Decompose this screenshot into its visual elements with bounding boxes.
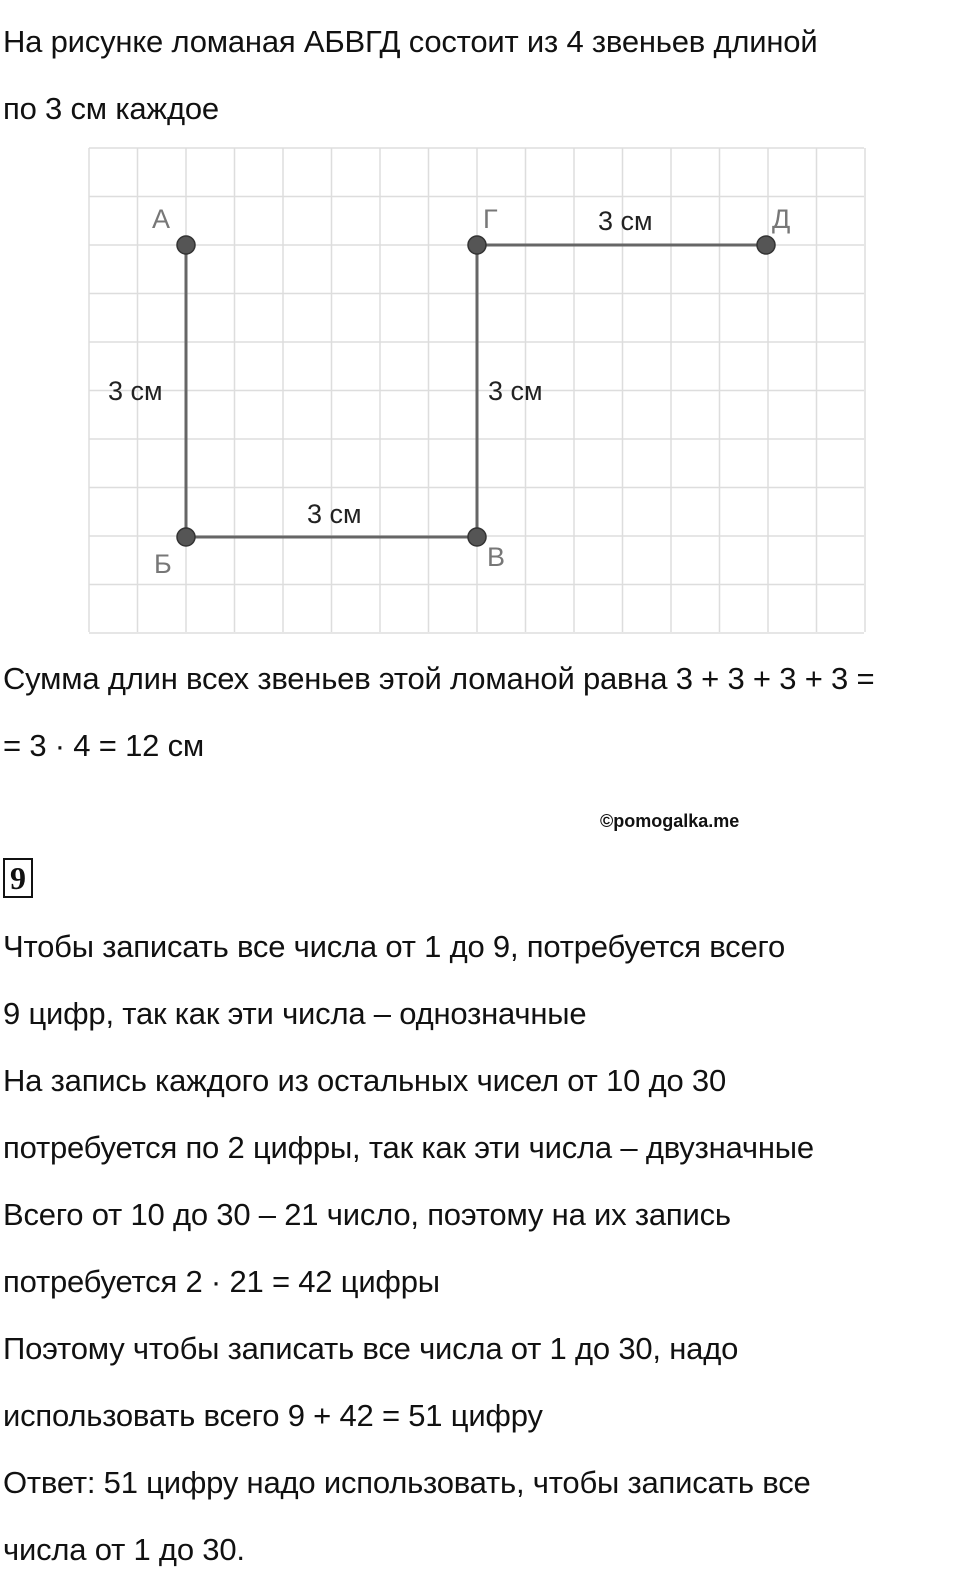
point-label-v: В xyxy=(487,542,506,572)
task9-line-10: числа от 1 до 30. xyxy=(3,1532,245,1567)
point-b xyxy=(177,528,195,546)
task9-line-5: Всего от 10 до 30 – 21 число, поэтому на их запись xyxy=(3,1197,731,1232)
point-label-a: А xyxy=(152,204,171,234)
task9-line-9: Ответ: 51 цифру надо использовать, чтобы записать все xyxy=(3,1465,811,1500)
point-label-b: Б xyxy=(154,549,172,579)
sum-line-2: = 3 · 4 = 12 см xyxy=(3,728,204,763)
polyline-figure xyxy=(0,0,960,640)
task9-line-1: Чтобы записать все числа от 1 до 9, потребуется всего xyxy=(3,929,785,964)
point-labels xyxy=(152,204,790,579)
task9-line-2: 9 цифр, так как эти числа – однозначные xyxy=(3,996,587,1031)
task9-line-6: потребуется 2 · 21 = 42 цифры xyxy=(3,1264,440,1299)
segment-label-ab: 3 см xyxy=(108,376,163,406)
segment-label-vg: 3 см xyxy=(488,376,543,406)
intro-line-2: по 3 см каждое xyxy=(3,91,219,126)
intro-line-1: На рисунке ломаная АБВГД состоит из 4 звеньев длиной xyxy=(3,24,818,59)
point-label-g: Г xyxy=(483,204,498,234)
task9-line-4: потребуется по 2 цифры, так как эти числа – двузначные xyxy=(3,1130,814,1165)
task9-line-3: На запись каждого из остальных чисел от 10 до 30 xyxy=(3,1063,726,1098)
task9-line-8: использовать всего 9 + 42 = 51 цифру xyxy=(3,1398,543,1433)
point-d xyxy=(757,236,775,254)
watermark: ©pomogalka.me xyxy=(600,811,740,831)
point-g xyxy=(468,236,486,254)
task-number: 9 xyxy=(3,858,33,898)
point-v xyxy=(468,528,486,546)
sum-line-1: Сумма длин всех звеньев этой ломаной равна 3 + 3 + 3 + 3 = xyxy=(3,661,875,696)
segment-label-bv: 3 см xyxy=(307,499,362,529)
point-a xyxy=(177,236,195,254)
task9-line-7: Поэтому чтобы записать все числа от 1 до 30, надо xyxy=(3,1331,739,1366)
segment-label-gd: 3 см xyxy=(598,206,653,236)
point-label-d: Д xyxy=(772,204,791,234)
